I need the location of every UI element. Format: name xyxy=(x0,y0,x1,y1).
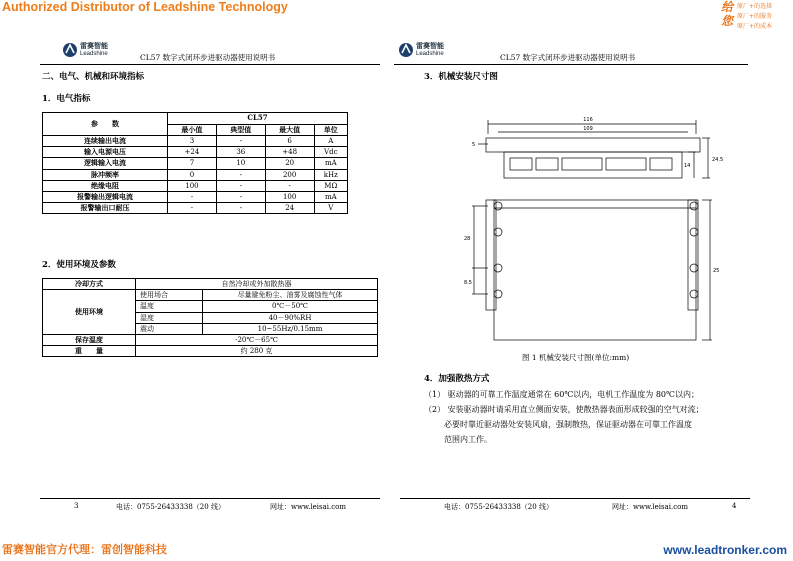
dim-w2: 109 xyxy=(583,126,593,132)
param-value: 36 xyxy=(216,147,265,158)
param-name: 输入电源电压 xyxy=(43,147,168,158)
param-name: 脉冲频率 xyxy=(43,169,168,180)
footer-phone: 电话：0755-26433338（20 线） xyxy=(444,503,553,511)
param-value: 20 xyxy=(265,158,314,169)
environment-table xyxy=(42,278,378,357)
footer-phone: 电话：0755-26433338（20 线） xyxy=(116,503,225,511)
param-value: +48 xyxy=(265,147,314,158)
param-value: - xyxy=(216,136,265,147)
electrical-table xyxy=(42,112,348,214)
env-v-1: 0℃－50℃ xyxy=(203,301,378,312)
logo-en: Leadshine xyxy=(80,51,108,57)
param-value: 200 xyxy=(265,169,314,180)
env-key: 使用环境 xyxy=(43,290,136,335)
brand-line-1: 原厂+的选择 xyxy=(737,3,773,10)
weight-value: 约 280 克 xyxy=(136,346,378,357)
param-name: 报警输出逻辑电流 xyxy=(43,191,168,202)
dim-w1: 116 xyxy=(583,117,593,123)
section-title: 二、电气、机械和环境指标 xyxy=(42,72,145,82)
sub-environment: 2．使用环境及参数 xyxy=(42,260,116,270)
th-unit: 单位 xyxy=(314,124,347,136)
dim-hh: 24.5 xyxy=(712,157,724,163)
header-rule xyxy=(40,64,380,65)
logo-en: Leadshine xyxy=(416,51,444,57)
param-name: 逻辑输入电流 xyxy=(43,158,168,169)
param-value: 24 xyxy=(265,203,314,214)
header-title: CL57 数字式闭环步进驱动器使用说明书 xyxy=(140,53,276,62)
th-min: 最小值 xyxy=(168,124,217,136)
env-v-0: 尽量避免粉尘、油雾及腐蚀性气体 xyxy=(203,290,378,301)
table-row xyxy=(43,136,348,147)
page-number: 3 xyxy=(74,502,79,510)
header-title: CL57 数字式闭环步进驱动器使用说明书 xyxy=(500,53,636,62)
param-value: +24 xyxy=(168,147,217,158)
logo-icon xyxy=(398,42,414,58)
table-row xyxy=(43,169,348,180)
table-row xyxy=(43,147,348,158)
logo-cn: 雷赛智能 xyxy=(416,42,444,50)
dim-h2: 8.5 xyxy=(464,280,472,286)
dim-h3: 25 xyxy=(713,268,720,274)
param-value: mA xyxy=(314,158,347,169)
left-page xyxy=(40,36,380,516)
header-rule xyxy=(394,64,748,65)
store-value: -20℃－65℃ xyxy=(136,334,378,345)
param-value: 7 xyxy=(168,158,217,169)
param-value: V xyxy=(314,203,347,214)
agent-banner: 雷赛智能官方代理：雷创智能科技 xyxy=(2,543,167,556)
param-value: A xyxy=(314,136,347,147)
table-row xyxy=(43,158,348,169)
env-v-3: 10~55Hz/0.15mm xyxy=(203,323,378,334)
param-value: - xyxy=(216,169,265,180)
brand-slogan: 给您 xyxy=(721,0,734,28)
param-value: 100 xyxy=(168,180,217,191)
param-value: 3 xyxy=(168,136,217,147)
table-row xyxy=(43,203,348,214)
param-value: - xyxy=(168,191,217,202)
footer-web: 网址：www.leisai.com xyxy=(270,503,346,511)
param-value: mA xyxy=(314,191,347,202)
env-k-2: 湿度 xyxy=(136,312,203,323)
param-value: - xyxy=(168,203,217,214)
param-value: 0 xyxy=(168,169,217,180)
param-value: 6 xyxy=(265,136,314,147)
sub-electrical: 1．电气指标 xyxy=(42,94,91,104)
param-value: MΩ xyxy=(314,180,347,191)
table-row xyxy=(43,191,348,202)
logo-icon xyxy=(62,42,78,58)
env-k-3: 震动 xyxy=(136,323,203,334)
param-value: - xyxy=(216,191,265,202)
website-link[interactable]: www.leadtronker.com xyxy=(663,543,787,557)
para-2a: （2） 安装驱动器时请采用直立侧面安装，使散热器表面形成较强的空气对流； xyxy=(424,405,704,414)
sub-mechanical: 3．机械安装尺寸图 xyxy=(424,72,498,82)
cool-key: 冷却方式 xyxy=(43,279,136,290)
figure-caption: 图 1 机械安装尺寸图(单位:mm) xyxy=(522,353,630,362)
right-page xyxy=(414,36,754,516)
para-2c: 范围内工作。 xyxy=(444,435,492,444)
param-value: - xyxy=(216,203,265,214)
param-value: - xyxy=(216,180,265,191)
para-2b: 必要时靠近驱动器处安装风扇，强制散热，保证驱动器在可靠工作温度 xyxy=(444,420,692,429)
footer-web: 网址：www.leisai.com xyxy=(612,503,688,511)
param-name: 绝缘电阻 xyxy=(43,180,168,191)
param-value: Vdc xyxy=(314,147,347,158)
leadshine-logo xyxy=(398,40,468,62)
para-1: （1） 驱动器的可靠工作温度通常在 60℃以内，电机工作温度为 80℃以内； xyxy=(424,390,699,399)
th-param: 参 数 xyxy=(43,113,168,136)
th-typ: 典型值 xyxy=(216,124,265,136)
footer-rule xyxy=(400,498,750,499)
table-row xyxy=(43,180,348,191)
brand-badge xyxy=(721,0,787,34)
env-k-1: 温度 xyxy=(136,301,203,312)
brand-line-3: 原厂+的成本 xyxy=(737,23,773,30)
weight-key: 重 量 xyxy=(43,346,136,357)
param-name: 连续输出电流 xyxy=(43,136,168,147)
page-number: 4 xyxy=(732,502,737,510)
env-k-0: 使用场合 xyxy=(136,290,203,301)
leadshine-logo xyxy=(62,40,132,62)
th-max: 最大值 xyxy=(265,124,314,136)
cool-value: 自然冷却或外加散热器 xyxy=(136,279,378,290)
th-model: CL57 xyxy=(168,113,348,125)
param-value: 100 xyxy=(265,191,314,202)
store-key: 保存温度 xyxy=(43,334,136,345)
brand-line-2: 原厂+的服务 xyxy=(737,13,773,20)
logo-cn: 雷赛智能 xyxy=(80,42,108,50)
mechanical-drawing xyxy=(458,84,728,346)
param-value: - xyxy=(265,180,314,191)
param-value: kHz xyxy=(314,169,347,180)
distributor-banner: Authorized Distributor of Leadshine Technology xyxy=(2,0,288,14)
dim-side: 14 xyxy=(684,163,691,169)
param-value: 10 xyxy=(216,158,265,169)
sub-cooling: 4．加强散热方式 xyxy=(424,374,490,384)
dim-left: 5 xyxy=(472,142,476,148)
param-name: 报警输出口耐压 xyxy=(43,203,168,214)
dim-h1: 28 xyxy=(464,236,471,242)
footer-rule xyxy=(40,498,380,499)
env-v-2: 40－90%RH xyxy=(203,312,378,323)
brand-lines xyxy=(737,2,772,32)
